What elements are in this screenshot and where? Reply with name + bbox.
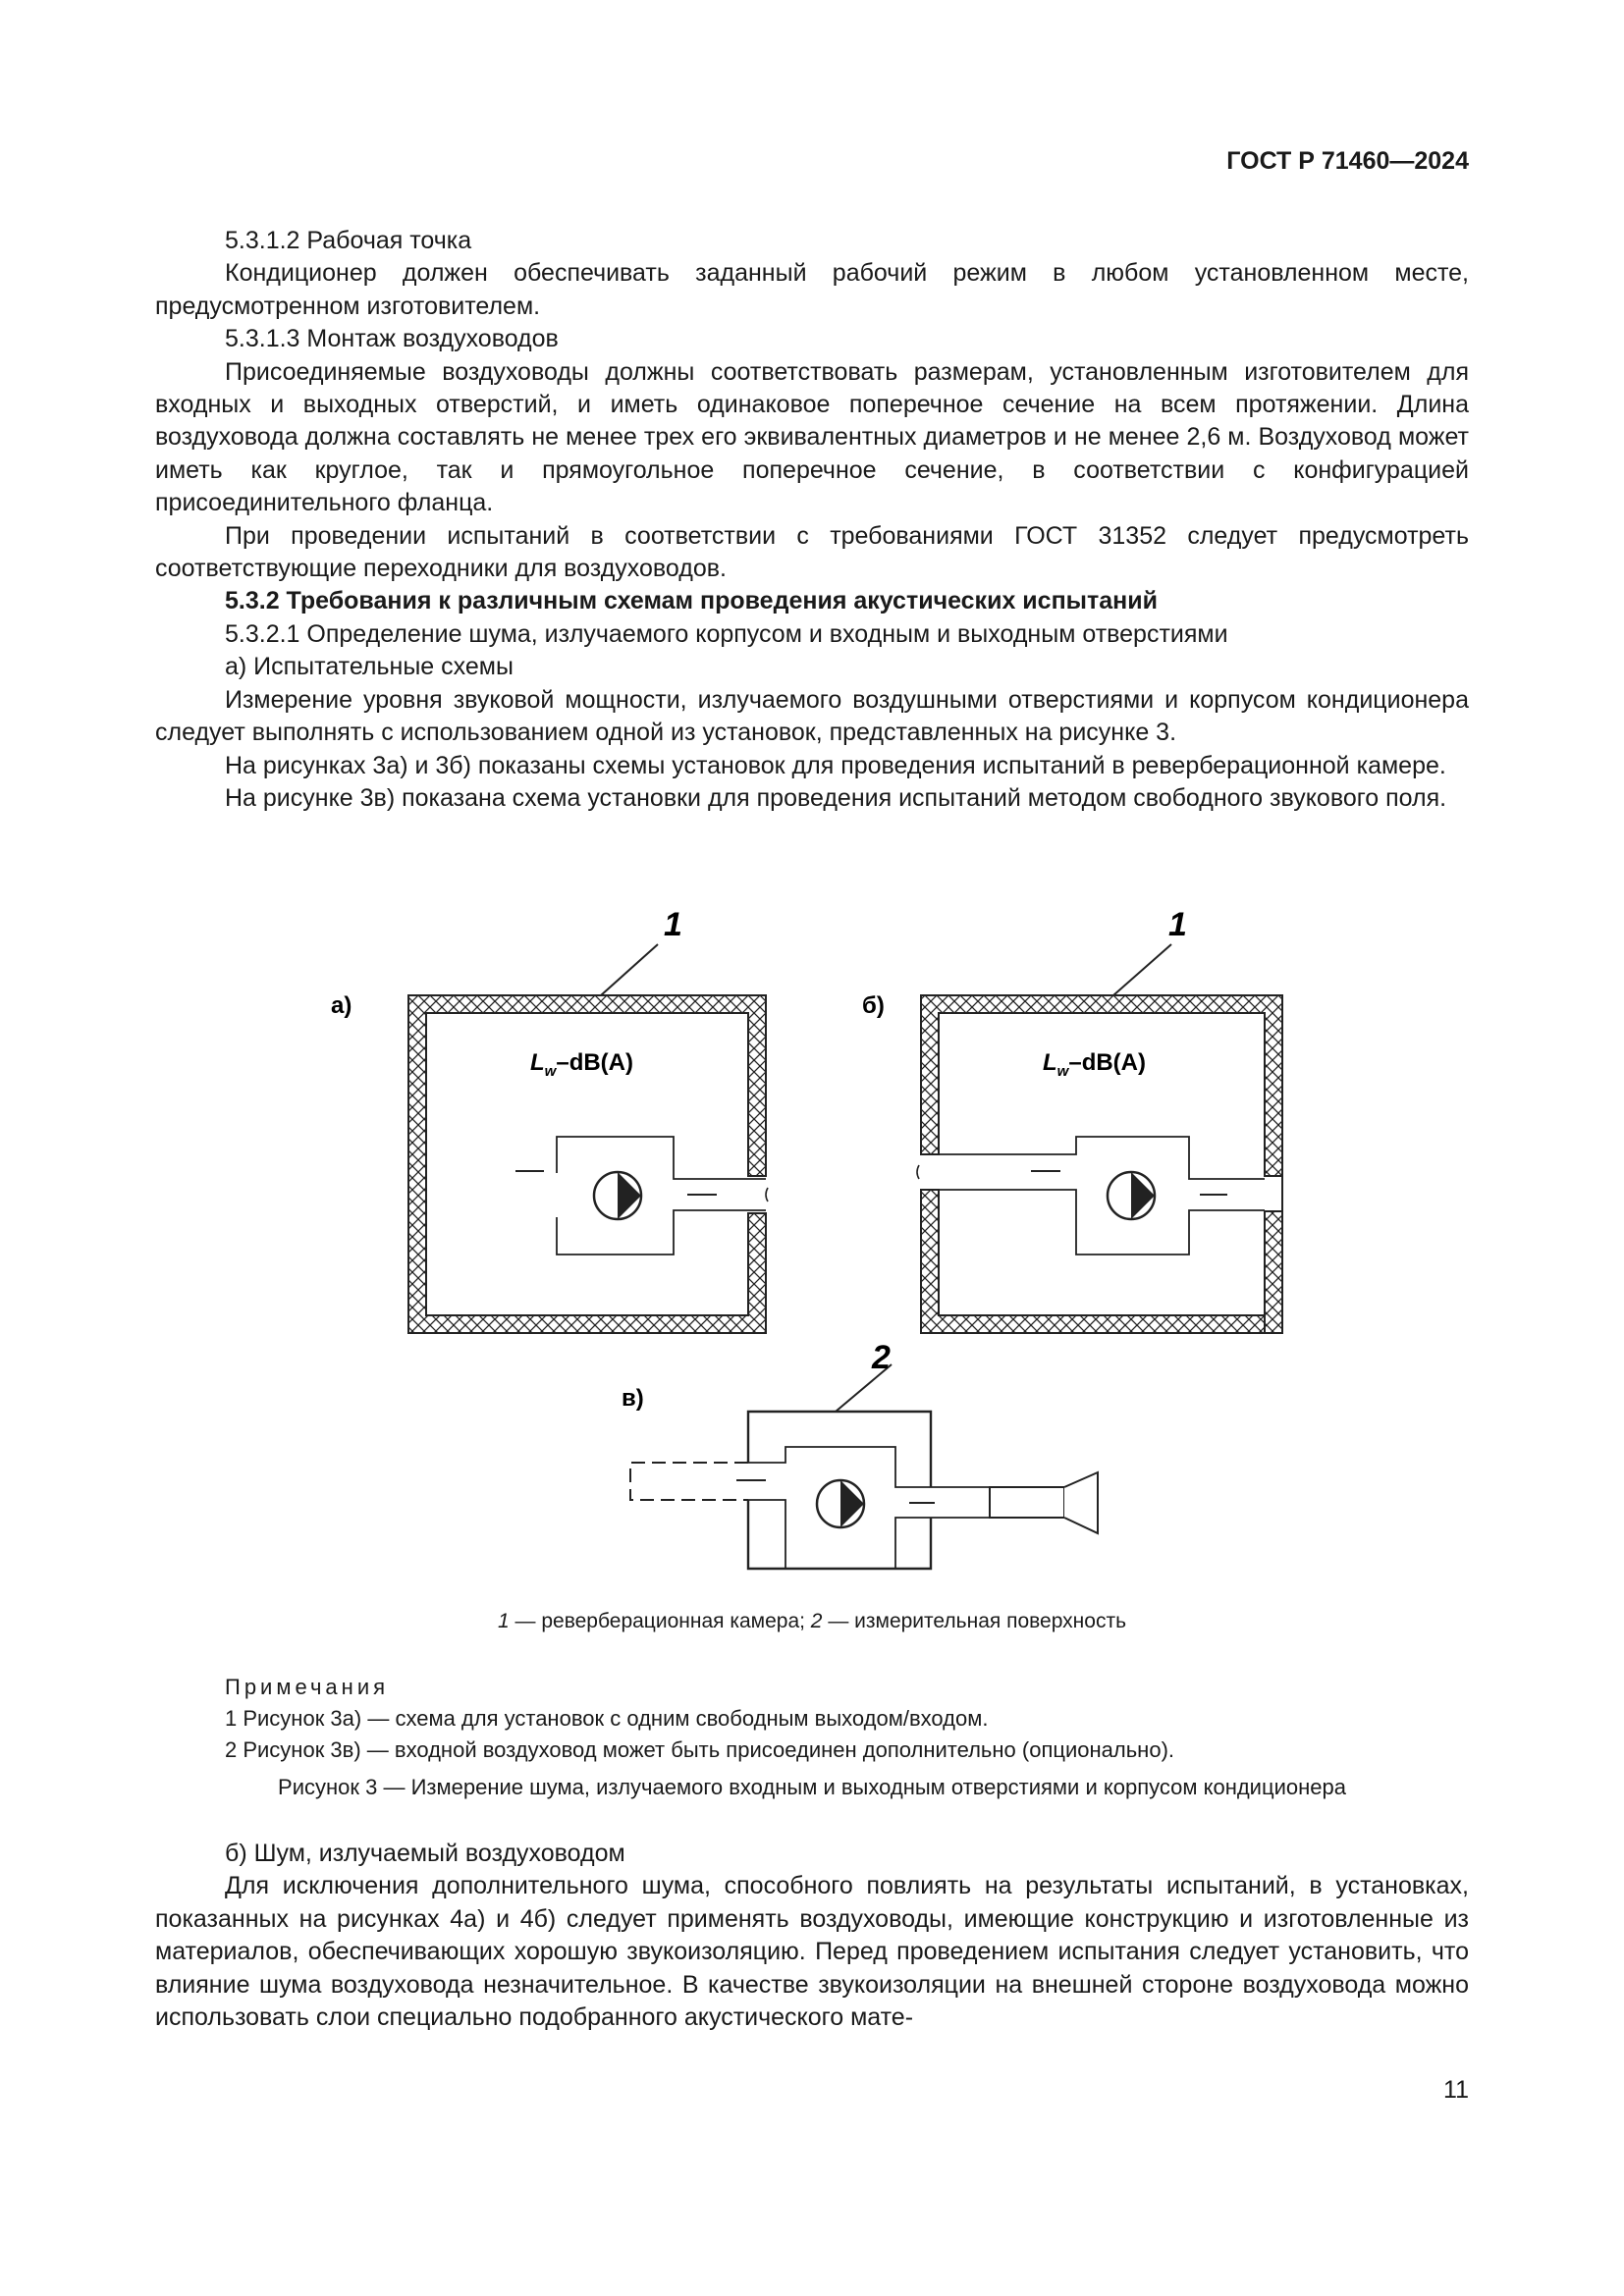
note-2: 2 Рисунок 3в) — входной воздуховод может быть присоединен дополнительно (опционально). (225, 1737, 1175, 1762)
air-conditioner-unit-v (748, 1447, 990, 1569)
figure-label-b: б) (862, 992, 885, 1019)
callout-line-1b (1113, 944, 1171, 995)
paragraph-duct-noise: Для исключения дополнительного шума, способного повлиять на результаты испытаний, в установках, показанных на рисунках 4а) и 4б) следует применять воздуховоды, имеющие конструкцию и изготовленные из материалов, обеспечивающих хорошую звукоизоляцию. Перед проведением испытания следует установить, что влияние шума воздуховода незначительное. В качестве звукоизоляции на внешней стороне воздуховода можно использовать слои специально подобранного акустического мате- (155, 1872, 1469, 2032)
figure-3a (331, 906, 768, 1333)
outlet-horn (1064, 1472, 1098, 1533)
paragraph-figures-3a-3b: На рисунках 3а) и 3б) показаны схемы установок для проведения испытаний в реверберационной камере. (225, 751, 1446, 779)
callout-number-1a: 1 (664, 906, 682, 943)
paragraph-5-3-1-2: 5.3.1.2 Рабочая точка (225, 227, 472, 254)
figure-3b (862, 906, 1282, 1333)
lw-subscript: w (1056, 1063, 1069, 1080)
lw-subscript: w (544, 1063, 557, 1080)
lw-unit: –dB(A) (1068, 1049, 1146, 1076)
duct-opening-b (917, 1165, 919, 1179)
paragraph-measurement: Измерение уровня звуковой мощности, излучаемого воздушными отверстиями и корпусом кондиционера следует выполнять с использованием одной из установок, представленных на рисунке 3. (155, 685, 1469, 747)
lw-symbol: L (530, 1049, 545, 1076)
fan-icon-v (817, 1480, 864, 1527)
optional-inlet-duct (630, 1463, 748, 1500)
sound-power-label-b (1043, 1049, 1146, 1080)
callout-line-1a (601, 944, 658, 995)
heading-5-3-2: 5.3.2 Требования к различным схемам проведения акустических испытаний (225, 587, 1158, 615)
paragraph-duct-noise-heading: б) Шум, излучаемый воздуховодом (225, 1840, 625, 1867)
notes-title: Примечания (225, 1675, 390, 1699)
legend-2-number: 2 (810, 1610, 823, 1632)
paragraph-test-schemes: а) Испытательные схемы (225, 653, 514, 681)
paragraph-duct-dimensions: Присоединяемые воздуховоды должны соответствовать размерам, установленным изготовителем для входных и выходных отверстий, и иметь одинаковое поперечное сечение на всем протяжении. Длина воздуховода должна составлять не менее трех его эквивалентных диаметров и не менее 2,6 м. Воздуховод может иметь как круглое, так и прямоугольное поперечное сечение, в соответствии с конфигурацией присоединительного фланца. (155, 357, 1469, 517)
body-text-bottom (155, 1838, 1469, 2034)
figure-label-v: в) (622, 1385, 644, 1412)
callout-number-1b: 1 (1168, 906, 1187, 943)
fan-icon-a (594, 1172, 641, 1219)
legend-1-text: — реверберационная камера; (509, 1610, 811, 1632)
paragraph-adapters: При проведении испытаний в соответствии с требованиями ГОСТ 31352 следует предусмотреть соответствующие переходники для воздуховодов. (155, 521, 1469, 583)
paragraph-5-3-2-1: 5.3.2.1 Определение шума, излучаемого корпусом и входным и выходным отверстиями (225, 619, 1228, 648)
paragraph-5-3-1-3: 5.3.1.3 Монтаж воздуховодов (225, 325, 559, 353)
lw-unit: –dB(A) (556, 1049, 633, 1076)
paragraph-figure-3v: На рисунке 3в) показана схема установки для проведения испытаний методом свободного звукового поля. (225, 783, 1447, 812)
note-1: 1 Рисунок 3а) — схема для установок с одним свободным выходом/входом. (225, 1706, 989, 1731)
lw-symbol: L (1043, 1049, 1057, 1076)
duct-opening-a (766, 1188, 768, 1201)
page-number: 11 (1443, 2076, 1469, 2104)
figure-3v (622, 1339, 1098, 1569)
reverberation-chamber-wall-a (408, 995, 766, 1333)
legend-2-text: — измерительная поверхность (822, 1610, 1127, 1632)
outlet-duct (990, 1487, 1064, 1518)
air-conditioner-unit-a (557, 1137, 766, 1255)
legend-1-number: 1 (497, 1610, 510, 1632)
sound-power-label-a (530, 1049, 633, 1080)
document-header: ГОСТ Р 71460—2024 (1226, 147, 1469, 175)
paragraph-operating-point: Кондиционер должен обеспечивать заданный рабочий режим в любом установленном месте, предусмотренном изготовителем. (155, 259, 1469, 320)
figure-notes (225, 1672, 1469, 1766)
reverberation-chamber-wall-b (921, 995, 1282, 1333)
fan-icon-b (1108, 1172, 1155, 1219)
figure-legend (155, 1610, 1469, 1633)
figure-label-a: а) (331, 992, 352, 1019)
figure-caption: Рисунок 3 — Измерение шума, излучаемого входным и выходным отверстиями и корпусом кондиционера (278, 1775, 1346, 1799)
callout-number-2: 2 (872, 1339, 891, 1376)
